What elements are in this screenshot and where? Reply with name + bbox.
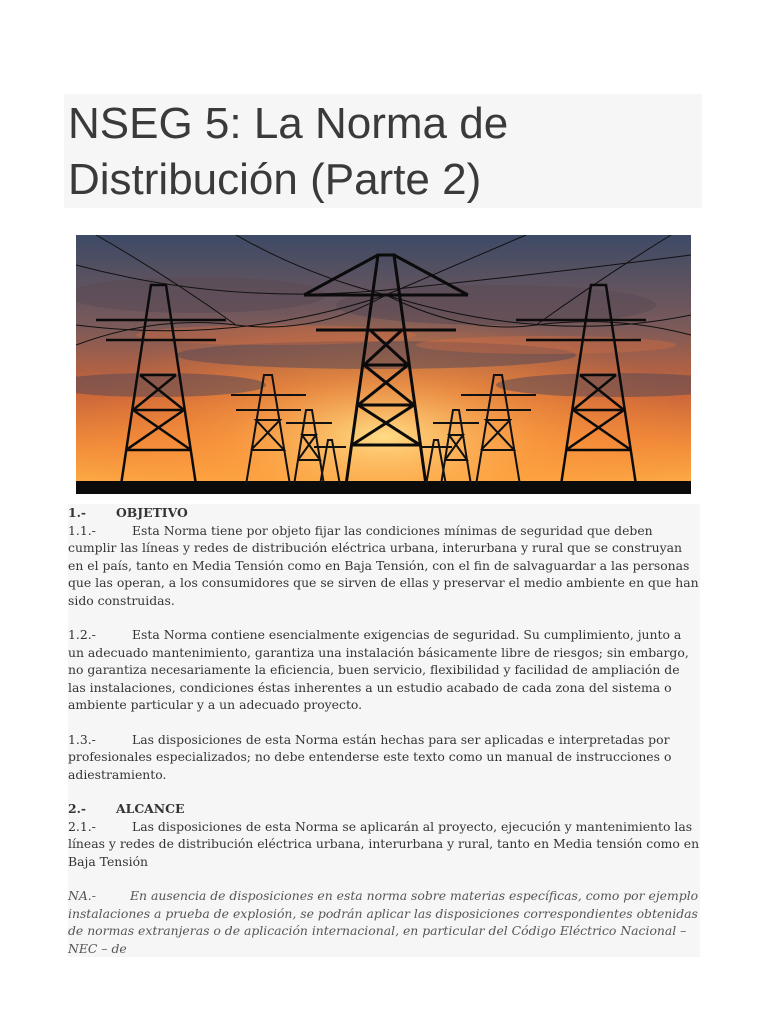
document-body [68, 504, 700, 957]
section-heading-alcance: 2.- ALCANCE [68, 801, 185, 816]
page-title [68, 96, 508, 208]
paragraph-1-1: 1.1.- Esta Norma tiene por objeto fijar las condiciones mínimas de seguridad que deben cumplir las líneas y redes de distribución eléctrica urbana, interurbana y rural que se construyan en el país, tanto en Media Tensión como en Baja Tensión, con el fin de salvaguardar a las personas que las operan, a los consumidores que se sirven de ellas y preservar el medio ambiente en que han sido construidas. [68, 522, 699, 608]
power-line-towers-sunset-icon [76, 235, 691, 494]
power-line-towers-photo [76, 235, 691, 494]
note-paragraph: NA.- En ausencia de disposiciones en esta norma sobre materias específicas, como por ejemplo instalaciones a prueba de explosión, se podrán aplicar las disposiciones correspondientes obtenidas de normas extranjeras o de aplicación internacional, en particular del Código Eléctrico Nacional – NEC – de [68, 888, 699, 956]
section-heading-objetivo: 1.- OBJETIVO [68, 505, 188, 520]
title-block [64, 94, 702, 208]
paragraph-1-2: 1.2.- Esta Norma contiene esencialmente exigencias de seguridad. Su cumplimiento, junto a un adecuado mantenimiento, garantiza una instalación básicamente libre de riesgos; sin embargo, no garantiza necesariamente la eficiencia, buen servicio, flexibilidad y facilidad de ampliación de las instalaciones, condiciones éstas inherentes a un estudio acabado de cada zona del sistema o ambiente particular y a un adecuado proyecto. [68, 627, 689, 712]
title-line-2: Distribución (Parte 2) [68, 155, 482, 204]
paragraph-1-3: 1.3.- Las disposiciones de esta Norma están hechas para ser aplicadas e interpretadas por profesionales especializados; no debe entenderse este texto como un manual de instrucciones o adiestramiento. [68, 731, 672, 782]
paragraph-2-1: 2.1.- Las disposiciones de esta Norma se aplicarán al proyecto, ejecución y mantenimiento las líneas y redes de distribución eléctrica urbana, interurbana y rural, tanto en Media tensión como en Baja Tensión [68, 818, 700, 869]
title-line-1: NSEG 5: La Norma de [68, 99, 509, 148]
